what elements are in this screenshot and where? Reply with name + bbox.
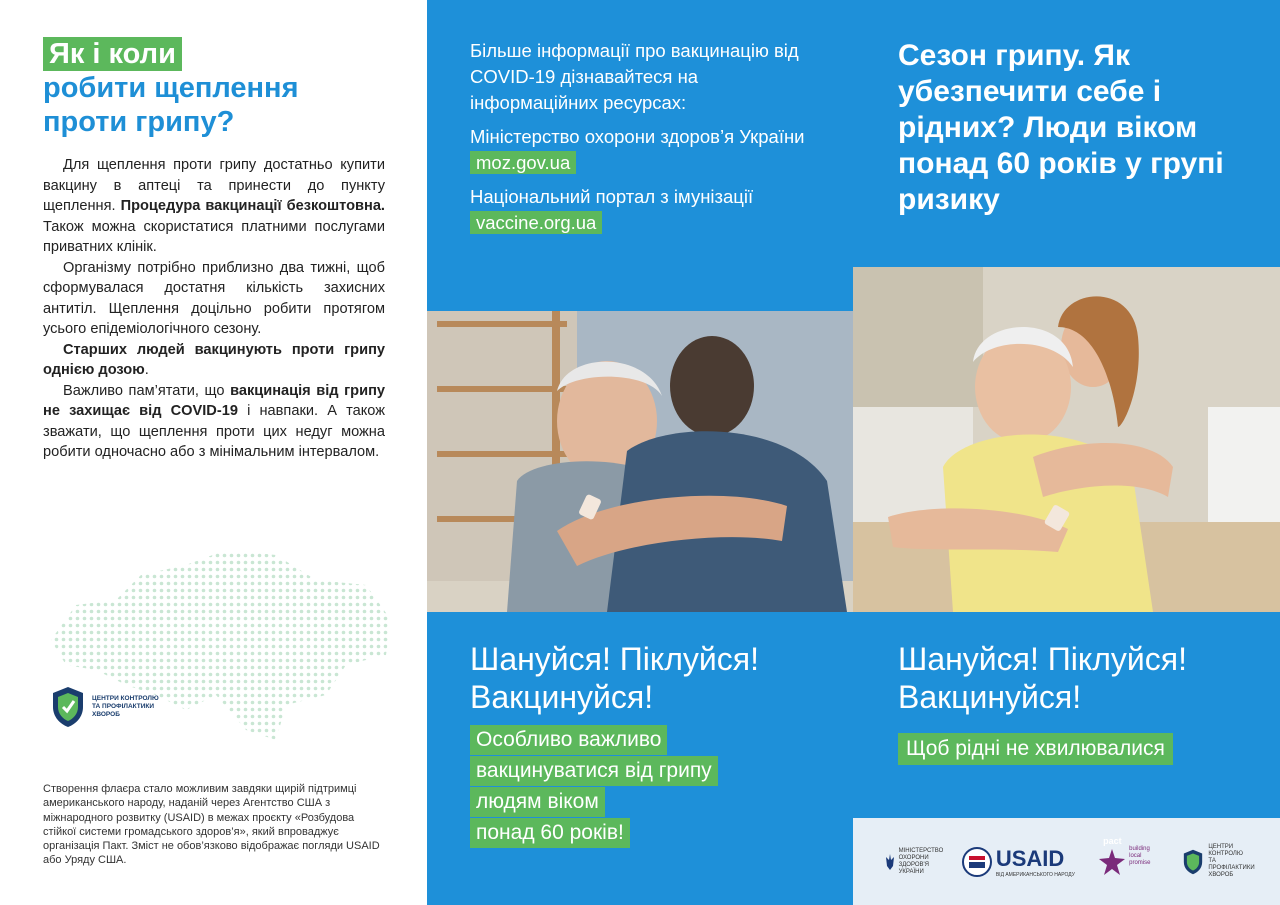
panel-left [0,0,427,905]
body-paragraph-3: Старших людей вакцинують проти грипу однією дозою. [43,341,385,378]
ministry-logo: МІНІСТЕРСТВО ОХОРОНИ ЗДОРОВ'Я УКРАЇНИ [885,848,939,876]
pact-star-icon [1098,848,1126,876]
cdc-logo-partner: ЦЕНТРИ КОНТРОЛЮ ТА ПРОФІЛАКТИКИ ХВОРОБ [1182,844,1248,879]
cdc-logo [50,685,162,729]
portal-resource: Національний портал з імунізації vaccine.org.ua [470,186,754,233]
panel2-slogan: Шануйся! Піклуйся! Вакцинуйся! [470,641,760,715]
partner-logos-bar [853,818,1280,905]
panel2-green-callout: Особливо важливо вакцинуватися від грипу людям віком понад 60 років! [470,725,718,849]
usaid-logo: USAID ВІД АМЕРИКАНСЬКОГО НАРОДУ [962,846,1075,878]
photo-men-hugging [427,311,853,612]
footnote: Створення флаєра стало можливим завдяки щирій підтримці американського народу, наданій через Агентство США з міжнародного розвитку (USAID) в межах проєкту «Розбудова стійкої системи громадського здоров’я», який впроваджує організація Пакт. Зміст не обов’язково відображає погляди USAID або Уряду США. [43,783,380,867]
panel1-body [43,155,385,463]
title-highlight: Як і коли [43,37,182,71]
ministry-resource: Міністерство охорони здоров’я України moz.gov.ua [470,126,805,173]
vaccine-link[interactable]: vaccine.org.ua [470,211,602,234]
trident-icon [885,854,895,870]
body-paragraph-2: Організму потрібно приблизно два тижні, щоб сформувалася достатня кількість захисних антитіл. Щеплення доцільно робити протягом усього епідеміологічного сезону. [43,259,385,337]
usaid-seal-icon [962,847,992,877]
body-paragraph-4: Важливо пам’ятати, що вакцинація від грипу не захищає від COVID-19 і навпаки. А також зважати, що щеплення проти цих недуг можна робити одночасно або з мінімальним інтервалом. [43,382,385,460]
info-intro: Більше інформації про вакцинацію від COVID-19 дізнавайтеся на інформаційних ресурсах: [470,40,799,113]
panel3-slogan: Шануйся! Піклуйся! Вакцинуйся! [898,641,1188,715]
moz-link[interactable]: moz.gov.ua [470,151,576,174]
panel-right [853,0,1280,905]
photo-grandmother-granddaughter [853,267,1280,612]
panel1-title [43,37,299,139]
panel3-headline: Сезон грипу. Як убезпечити себе і рідних? Люди віком понад 60 років у групі ризику [898,39,1224,216]
panel3-green-callout: Щоб рідні не хвилювалися [898,733,1173,765]
panel-middle [427,0,853,905]
title-line-2: робити щеплення [43,72,299,104]
title-line-3: проти грипу? [43,106,235,138]
pact-logo: pact building local promise [1098,848,1159,876]
body-paragraph-1: Для щеплення проти грипу достатньо купити вакцину в аптеці та принести до пункту щеплення. Процедура вакцинації безкоштовна. Також можна скористатися платними послугами приватних клінік. [43,157,385,255]
cdc-logo-text: ЦЕНТРИ КОНТРОЛЮ ТА ПРОФІЛАКТИКИ ХВОРОБ [92,695,159,718]
cdc-shield-icon [50,685,86,729]
info-block [470,38,830,244]
cdc-shield-small-icon [1182,848,1204,876]
